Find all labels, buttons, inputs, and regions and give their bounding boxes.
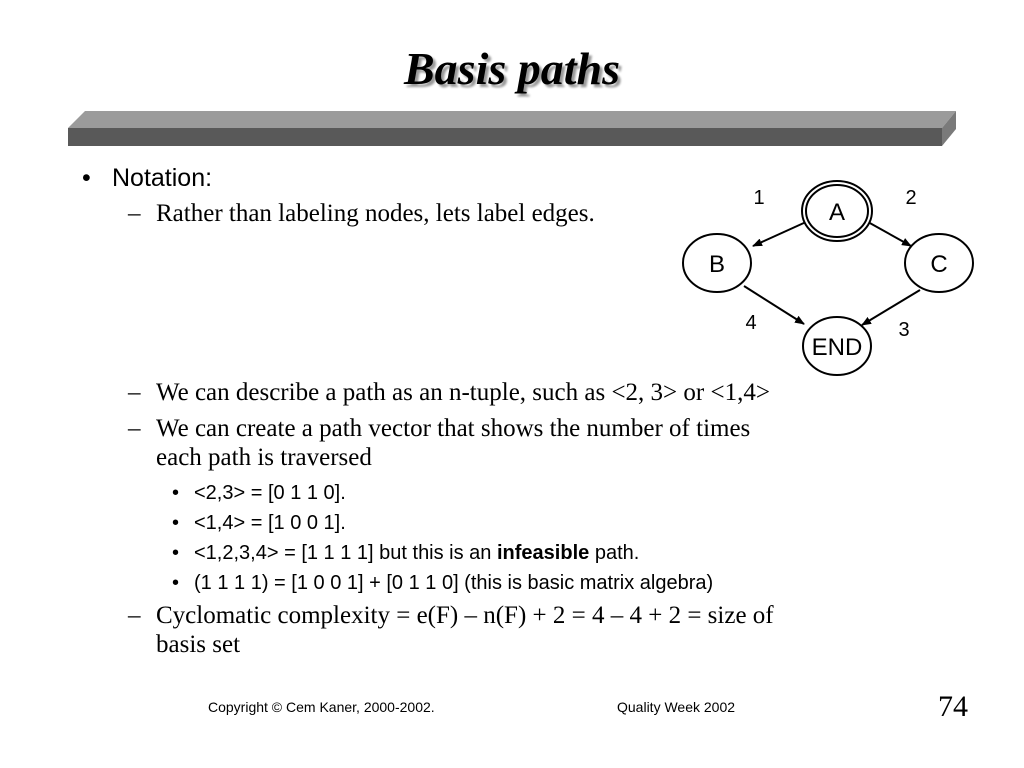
sub-bullet-marker: •: [172, 512, 180, 534]
bullet-path-vector-line2: each path is traversed: [156, 444, 372, 471]
sub-bullet-marker: •: [172, 482, 180, 504]
slide-title: Basis paths: [403, 43, 621, 94]
sub-bullet-marker: •: [172, 572, 180, 594]
node-a-label: A: [828, 199, 846, 226]
node-end-label: END: [811, 334, 863, 361]
footer-copyright: Copyright © Cem Kaner, 2000-2002.: [208, 699, 435, 715]
dash-marker: –: [128, 200, 141, 227]
sub-bullet-v1: <2,3> = [0 1 1 0].: [194, 482, 346, 504]
sub-bullet-v3-pre: <1,2,3,4> = [1 1 1 1] but this is an: [194, 542, 497, 564]
page-number: 74: [938, 690, 968, 723]
bullet-cyclomatic-line1: Cyclomatic complexity = e(F) – n(F) + 2 = 4 – 4 + 2 = size of: [156, 602, 774, 629]
edge-1-label: 1: [753, 187, 765, 209]
node-b-label: B: [708, 251, 726, 278]
sub-bullet-v3-post: path.: [589, 542, 640, 564]
bullet-cyclomatic-line2: basis set: [156, 631, 241, 658]
sub-bullet-v2: <1,4> = [1 0 0 1].: [194, 512, 346, 534]
footer-event: Quality Week 2002: [617, 699, 736, 715]
sub-bullet-marker: •: [172, 542, 180, 564]
sub-bullet-v4: (1 1 1 1) = [1 0 0 1] + [0 1 1 0] (this is basic matrix algebra): [194, 572, 714, 594]
edge-3-label: 3: [898, 319, 910, 341]
bullet-describe-path: We can describe a path as an n-tuple, such as <2, 3> or <1,4>: [156, 379, 770, 406]
edge-4-label: 4: [745, 312, 757, 334]
edge-a-c: [868, 222, 911, 246]
edge-c-end: [862, 290, 920, 325]
dash-marker: –: [128, 415, 141, 442]
notation-label: Notation:: [112, 164, 213, 192]
dash-marker: –: [128, 379, 141, 406]
edge-2-label: 2: [905, 187, 917, 209]
sub-bullet-v3: [194, 542, 639, 565]
node-c-label: C: [930, 251, 948, 278]
dash-marker: –: [128, 602, 141, 629]
bullet-path-vector-line1: We can create a path vector that shows the number of times: [156, 415, 751, 442]
edge-a-b: [753, 222, 806, 246]
bullet-marker: •: [82, 164, 91, 192]
bullet-rather-than-labeling: Rather than labeling nodes, lets label edges.: [156, 200, 595, 227]
sub-bullet-v3-bold: infeasible: [497, 542, 590, 564]
